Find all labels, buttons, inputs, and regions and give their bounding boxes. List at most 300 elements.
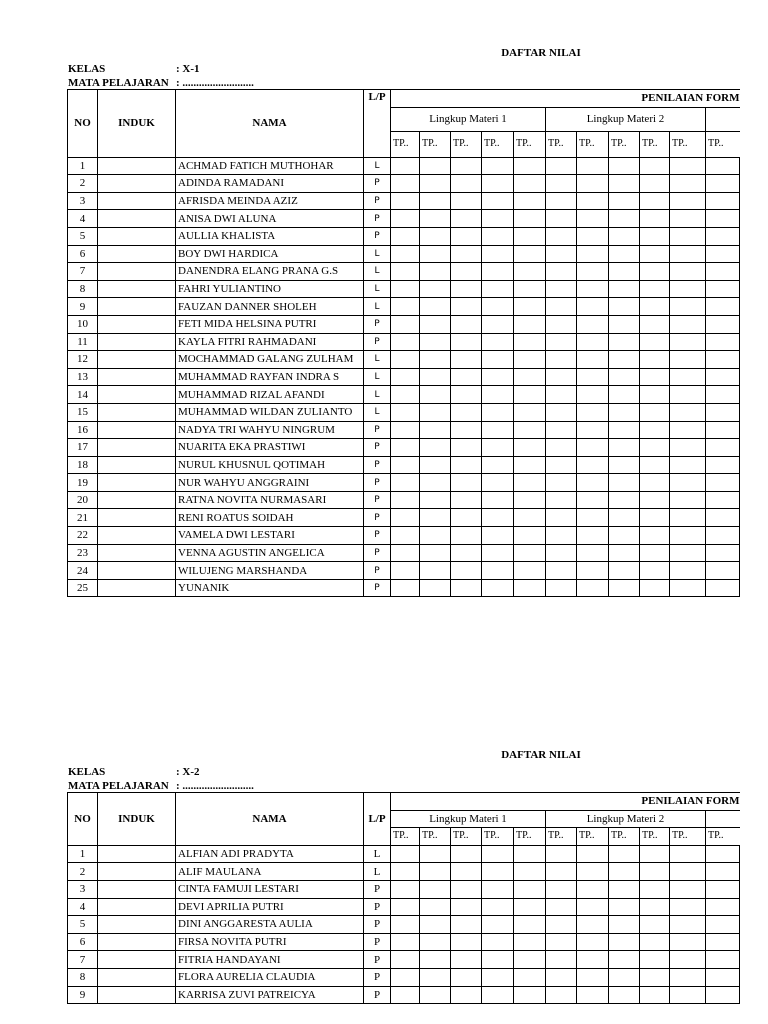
- cell-induk[interactable]: [98, 192, 176, 210]
- cell-score[interactable]: [577, 579, 609, 597]
- cell-score[interactable]: [451, 456, 482, 474]
- cell-score[interactable]: [706, 298, 740, 316]
- cell-score[interactable]: [451, 227, 482, 245]
- cell-score[interactable]: [482, 951, 514, 969]
- cell-score[interactable]: [391, 280, 420, 298]
- cell-score[interactable]: [420, 333, 451, 351]
- cell-score[interactable]: [514, 968, 546, 986]
- cell-score[interactable]: [451, 562, 482, 580]
- cell-score[interactable]: [609, 474, 640, 492]
- cell-score[interactable]: [706, 951, 740, 969]
- cell-score[interactable]: [706, 157, 740, 175]
- cell-score[interactable]: [391, 986, 420, 1004]
- cell-score[interactable]: [546, 562, 577, 580]
- cell-score[interactable]: [391, 527, 420, 545]
- cell-score[interactable]: [609, 315, 640, 333]
- cell-score[interactable]: [546, 298, 577, 316]
- cell-score[interactable]: [609, 368, 640, 386]
- cell-score[interactable]: [640, 968, 670, 986]
- cell-score[interactable]: [706, 898, 740, 916]
- cell-score[interactable]: [391, 421, 420, 439]
- cell-score[interactable]: [451, 544, 482, 562]
- cell-score[interactable]: [451, 157, 482, 175]
- cell-score[interactable]: [640, 298, 670, 316]
- cell-score[interactable]: [670, 210, 706, 228]
- cell-induk[interactable]: [98, 491, 176, 509]
- cell-induk[interactable]: [98, 227, 176, 245]
- cell-score[interactable]: [514, 845, 546, 863]
- cell-score[interactable]: [706, 579, 740, 597]
- cell-score[interactable]: [451, 351, 482, 369]
- cell-score[interactable]: [706, 916, 740, 934]
- cell-score[interactable]: [609, 386, 640, 404]
- cell-score[interactable]: [706, 175, 740, 193]
- cell-induk[interactable]: [98, 315, 176, 333]
- cell-score[interactable]: [640, 210, 670, 228]
- cell-score[interactable]: [482, 386, 514, 404]
- cell-score[interactable]: [391, 579, 420, 597]
- cell-score[interactable]: [482, 192, 514, 210]
- cell-score[interactable]: [640, 351, 670, 369]
- cell-score[interactable]: [706, 544, 740, 562]
- cell-score[interactable]: [546, 579, 577, 597]
- cell-score[interactable]: [482, 880, 514, 898]
- cell-score[interactable]: [706, 933, 740, 951]
- cell-score[interactable]: [451, 986, 482, 1004]
- cell-score[interactable]: [514, 386, 546, 404]
- cell-score[interactable]: [706, 968, 740, 986]
- cell-score[interactable]: [640, 439, 670, 457]
- cell-score[interactable]: [670, 916, 706, 934]
- cell-score[interactable]: [514, 298, 546, 316]
- cell-score[interactable]: [670, 333, 706, 351]
- cell-score[interactable]: [640, 916, 670, 934]
- cell-score[interactable]: [514, 368, 546, 386]
- cell-score[interactable]: [670, 579, 706, 597]
- cell-induk[interactable]: [98, 386, 176, 404]
- cell-score[interactable]: [670, 544, 706, 562]
- cell-score[interactable]: [609, 298, 640, 316]
- cell-score[interactable]: [706, 368, 740, 386]
- cell-score[interactable]: [546, 951, 577, 969]
- cell-score[interactable]: [577, 863, 609, 881]
- cell-score[interactable]: [482, 227, 514, 245]
- cell-score[interactable]: [546, 439, 577, 457]
- cell-score[interactable]: [391, 968, 420, 986]
- cell-induk[interactable]: [98, 474, 176, 492]
- cell-score[interactable]: [706, 245, 740, 263]
- cell-score[interactable]: [514, 210, 546, 228]
- cell-score[interactable]: [640, 192, 670, 210]
- cell-score[interactable]: [514, 898, 546, 916]
- cell-score[interactable]: [706, 439, 740, 457]
- cell-score[interactable]: [609, 509, 640, 527]
- cell-score[interactable]: [546, 509, 577, 527]
- cell-induk[interactable]: [98, 456, 176, 474]
- cell-score[interactable]: [482, 298, 514, 316]
- cell-induk[interactable]: [98, 916, 176, 934]
- cell-score[interactable]: [391, 456, 420, 474]
- cell-score[interactable]: [420, 509, 451, 527]
- cell-score[interactable]: [514, 192, 546, 210]
- cell-score[interactable]: [670, 933, 706, 951]
- cell-score[interactable]: [482, 439, 514, 457]
- cell-score[interactable]: [577, 280, 609, 298]
- cell-score[interactable]: [577, 386, 609, 404]
- cell-score[interactable]: [640, 474, 670, 492]
- cell-score[interactable]: [546, 845, 577, 863]
- cell-score[interactable]: [420, 386, 451, 404]
- cell-score[interactable]: [609, 898, 640, 916]
- cell-induk[interactable]: [98, 157, 176, 175]
- cell-score[interactable]: [391, 175, 420, 193]
- cell-score[interactable]: [670, 403, 706, 421]
- cell-score[interactable]: [546, 333, 577, 351]
- cell-score[interactable]: [546, 351, 577, 369]
- cell-induk[interactable]: [98, 509, 176, 527]
- cell-induk[interactable]: [98, 421, 176, 439]
- cell-score[interactable]: [514, 491, 546, 509]
- cell-induk[interactable]: [98, 845, 176, 863]
- cell-score[interactable]: [609, 280, 640, 298]
- cell-score[interactable]: [670, 527, 706, 545]
- cell-score[interactable]: [670, 968, 706, 986]
- cell-score[interactable]: [706, 351, 740, 369]
- cell-score[interactable]: [640, 368, 670, 386]
- cell-score[interactable]: [451, 280, 482, 298]
- cell-score[interactable]: [482, 916, 514, 934]
- cell-induk[interactable]: [98, 951, 176, 969]
- cell-score[interactable]: [391, 403, 420, 421]
- cell-score[interactable]: [577, 898, 609, 916]
- cell-score[interactable]: [391, 315, 420, 333]
- cell-score[interactable]: [546, 863, 577, 881]
- cell-score[interactable]: [609, 863, 640, 881]
- cell-score[interactable]: [640, 863, 670, 881]
- cell-score[interactable]: [640, 456, 670, 474]
- cell-score[interactable]: [706, 986, 740, 1004]
- cell-score[interactable]: [640, 280, 670, 298]
- cell-score[interactable]: [546, 456, 577, 474]
- cell-score[interactable]: [609, 403, 640, 421]
- cell-score[interactable]: [482, 579, 514, 597]
- cell-score[interactable]: [706, 845, 740, 863]
- cell-score[interactable]: [420, 863, 451, 881]
- cell-score[interactable]: [546, 916, 577, 934]
- cell-score[interactable]: [609, 933, 640, 951]
- cell-induk[interactable]: [98, 245, 176, 263]
- cell-score[interactable]: [482, 175, 514, 193]
- cell-score[interactable]: [420, 491, 451, 509]
- cell-score[interactable]: [670, 227, 706, 245]
- cell-score[interactable]: [482, 403, 514, 421]
- cell-score[interactable]: [640, 175, 670, 193]
- cell-score[interactable]: [670, 245, 706, 263]
- cell-score[interactable]: [514, 544, 546, 562]
- cell-score[interactable]: [482, 968, 514, 986]
- cell-score[interactable]: [482, 421, 514, 439]
- cell-score[interactable]: [670, 157, 706, 175]
- cell-score[interactable]: [451, 386, 482, 404]
- cell-score[interactable]: [420, 315, 451, 333]
- cell-score[interactable]: [577, 933, 609, 951]
- cell-score[interactable]: [577, 315, 609, 333]
- cell-score[interactable]: [706, 263, 740, 281]
- cell-score[interactable]: [640, 579, 670, 597]
- cell-score[interactable]: [577, 951, 609, 969]
- cell-score[interactable]: [391, 210, 420, 228]
- cell-score[interactable]: [451, 527, 482, 545]
- cell-score[interactable]: [482, 474, 514, 492]
- cell-induk[interactable]: [98, 968, 176, 986]
- cell-score[interactable]: [640, 509, 670, 527]
- cell-score[interactable]: [577, 175, 609, 193]
- cell-score[interactable]: [514, 880, 546, 898]
- cell-score[interactable]: [451, 315, 482, 333]
- cell-score[interactable]: [451, 403, 482, 421]
- cell-score[interactable]: [670, 562, 706, 580]
- cell-score[interactable]: [482, 280, 514, 298]
- cell-score[interactable]: [514, 421, 546, 439]
- cell-score[interactable]: [670, 175, 706, 193]
- cell-score[interactable]: [514, 439, 546, 457]
- cell-score[interactable]: [514, 986, 546, 1004]
- cell-score[interactable]: [482, 898, 514, 916]
- cell-score[interactable]: [514, 351, 546, 369]
- cell-score[interactable]: [609, 562, 640, 580]
- cell-score[interactable]: [420, 456, 451, 474]
- cell-score[interactable]: [706, 421, 740, 439]
- cell-induk[interactable]: [98, 898, 176, 916]
- cell-score[interactable]: [420, 579, 451, 597]
- cell-score[interactable]: [640, 898, 670, 916]
- cell-score[interactable]: [451, 474, 482, 492]
- cell-score[interactable]: [514, 916, 546, 934]
- cell-score[interactable]: [609, 968, 640, 986]
- cell-score[interactable]: [514, 456, 546, 474]
- cell-score[interactable]: [670, 368, 706, 386]
- cell-score[interactable]: [640, 933, 670, 951]
- cell-score[interactable]: [706, 880, 740, 898]
- cell-score[interactable]: [482, 245, 514, 263]
- cell-score[interactable]: [420, 368, 451, 386]
- cell-score[interactable]: [391, 439, 420, 457]
- cell-induk[interactable]: [98, 880, 176, 898]
- cell-score[interactable]: [391, 898, 420, 916]
- cell-induk[interactable]: [98, 986, 176, 1004]
- cell-score[interactable]: [420, 175, 451, 193]
- cell-score[interactable]: [451, 968, 482, 986]
- cell-score[interactable]: [577, 227, 609, 245]
- cell-score[interactable]: [609, 263, 640, 281]
- cell-score[interactable]: [609, 351, 640, 369]
- cell-score[interactable]: [577, 192, 609, 210]
- cell-score[interactable]: [420, 951, 451, 969]
- cell-score[interactable]: [514, 263, 546, 281]
- cell-score[interactable]: [640, 986, 670, 1004]
- cell-induk[interactable]: [98, 439, 176, 457]
- cell-score[interactable]: [609, 157, 640, 175]
- cell-score[interactable]: [546, 227, 577, 245]
- cell-score[interactable]: [609, 916, 640, 934]
- cell-score[interactable]: [451, 245, 482, 263]
- cell-induk[interactable]: [98, 544, 176, 562]
- cell-score[interactable]: [514, 245, 546, 263]
- cell-score[interactable]: [546, 474, 577, 492]
- cell-score[interactable]: [577, 456, 609, 474]
- cell-score[interactable]: [420, 210, 451, 228]
- cell-score[interactable]: [577, 845, 609, 863]
- cell-induk[interactable]: [98, 298, 176, 316]
- cell-score[interactable]: [451, 845, 482, 863]
- cell-score[interactable]: [640, 333, 670, 351]
- cell-induk[interactable]: [98, 175, 176, 193]
- cell-score[interactable]: [577, 210, 609, 228]
- cell-score[interactable]: [482, 845, 514, 863]
- cell-score[interactable]: [670, 863, 706, 881]
- cell-score[interactable]: [420, 192, 451, 210]
- cell-score[interactable]: [546, 263, 577, 281]
- cell-score[interactable]: [391, 368, 420, 386]
- cell-score[interactable]: [577, 509, 609, 527]
- cell-score[interactable]: [546, 315, 577, 333]
- cell-score[interactable]: [609, 986, 640, 1004]
- cell-score[interactable]: [706, 562, 740, 580]
- cell-score[interactable]: [670, 386, 706, 404]
- cell-score[interactable]: [706, 210, 740, 228]
- cell-score[interactable]: [451, 263, 482, 281]
- cell-score[interactable]: [640, 421, 670, 439]
- cell-score[interactable]: [640, 951, 670, 969]
- cell-score[interactable]: [670, 474, 706, 492]
- cell-induk[interactable]: [98, 351, 176, 369]
- cell-score[interactable]: [514, 562, 546, 580]
- cell-score[interactable]: [577, 544, 609, 562]
- cell-score[interactable]: [609, 245, 640, 263]
- cell-score[interactable]: [451, 333, 482, 351]
- cell-score[interactable]: [451, 951, 482, 969]
- cell-score[interactable]: [482, 210, 514, 228]
- cell-score[interactable]: [391, 192, 420, 210]
- cell-score[interactable]: [546, 175, 577, 193]
- cell-score[interactable]: [391, 509, 420, 527]
- cell-score[interactable]: [609, 421, 640, 439]
- cell-score[interactable]: [546, 898, 577, 916]
- cell-score[interactable]: [482, 491, 514, 509]
- cell-score[interactable]: [420, 544, 451, 562]
- cell-score[interactable]: [391, 245, 420, 263]
- cell-score[interactable]: [577, 351, 609, 369]
- cell-score[interactable]: [420, 263, 451, 281]
- cell-score[interactable]: [391, 916, 420, 934]
- cell-score[interactable]: [420, 421, 451, 439]
- cell-score[interactable]: [514, 474, 546, 492]
- cell-score[interactable]: [706, 403, 740, 421]
- cell-score[interactable]: [640, 880, 670, 898]
- cell-score[interactable]: [546, 421, 577, 439]
- cell-score[interactable]: [546, 157, 577, 175]
- cell-score[interactable]: [577, 968, 609, 986]
- cell-score[interactable]: [577, 245, 609, 263]
- cell-induk[interactable]: [98, 368, 176, 386]
- cell-score[interactable]: [391, 351, 420, 369]
- cell-induk[interactable]: [98, 527, 176, 545]
- cell-score[interactable]: [670, 298, 706, 316]
- cell-score[interactable]: [670, 315, 706, 333]
- cell-score[interactable]: [514, 933, 546, 951]
- cell-score[interactable]: [546, 880, 577, 898]
- cell-score[interactable]: [670, 456, 706, 474]
- cell-score[interactable]: [609, 491, 640, 509]
- cell-score[interactable]: [706, 333, 740, 351]
- cell-score[interactable]: [670, 192, 706, 210]
- cell-score[interactable]: [670, 439, 706, 457]
- cell-score[interactable]: [451, 491, 482, 509]
- cell-score[interactable]: [706, 527, 740, 545]
- cell-score[interactable]: [670, 898, 706, 916]
- cell-score[interactable]: [514, 527, 546, 545]
- cell-score[interactable]: [706, 863, 740, 881]
- cell-score[interactable]: [706, 509, 740, 527]
- cell-score[interactable]: [640, 527, 670, 545]
- cell-score[interactable]: [640, 386, 670, 404]
- cell-induk[interactable]: [98, 933, 176, 951]
- cell-score[interactable]: [482, 351, 514, 369]
- cell-score[interactable]: [577, 439, 609, 457]
- cell-score[interactable]: [420, 880, 451, 898]
- cell-score[interactable]: [451, 933, 482, 951]
- cell-score[interactable]: [609, 845, 640, 863]
- cell-score[interactable]: [577, 421, 609, 439]
- cell-score[interactable]: [391, 863, 420, 881]
- cell-score[interactable]: [420, 280, 451, 298]
- cell-score[interactable]: [640, 403, 670, 421]
- cell-score[interactable]: [514, 333, 546, 351]
- cell-score[interactable]: [451, 439, 482, 457]
- cell-score[interactable]: [451, 579, 482, 597]
- cell-score[interactable]: [640, 544, 670, 562]
- cell-score[interactable]: [609, 439, 640, 457]
- cell-score[interactable]: [577, 880, 609, 898]
- cell-score[interactable]: [546, 491, 577, 509]
- cell-score[interactable]: [420, 298, 451, 316]
- cell-score[interactable]: [420, 916, 451, 934]
- cell-score[interactable]: [609, 880, 640, 898]
- cell-score[interactable]: [706, 315, 740, 333]
- cell-score[interactable]: [482, 527, 514, 545]
- cell-score[interactable]: [706, 227, 740, 245]
- cell-score[interactable]: [420, 157, 451, 175]
- cell-score[interactable]: [546, 544, 577, 562]
- cell-score[interactable]: [640, 227, 670, 245]
- cell-induk[interactable]: [98, 263, 176, 281]
- cell-score[interactable]: [670, 263, 706, 281]
- cell-score[interactable]: [640, 562, 670, 580]
- cell-score[interactable]: [420, 968, 451, 986]
- cell-score[interactable]: [514, 280, 546, 298]
- cell-score[interactable]: [577, 474, 609, 492]
- cell-induk[interactable]: [98, 280, 176, 298]
- cell-score[interactable]: [609, 210, 640, 228]
- cell-score[interactable]: [420, 474, 451, 492]
- cell-score[interactable]: [609, 951, 640, 969]
- cell-score[interactable]: [546, 527, 577, 545]
- cell-score[interactable]: [391, 880, 420, 898]
- cell-score[interactable]: [577, 263, 609, 281]
- cell-score[interactable]: [420, 933, 451, 951]
- cell-score[interactable]: [391, 227, 420, 245]
- cell-score[interactable]: [391, 951, 420, 969]
